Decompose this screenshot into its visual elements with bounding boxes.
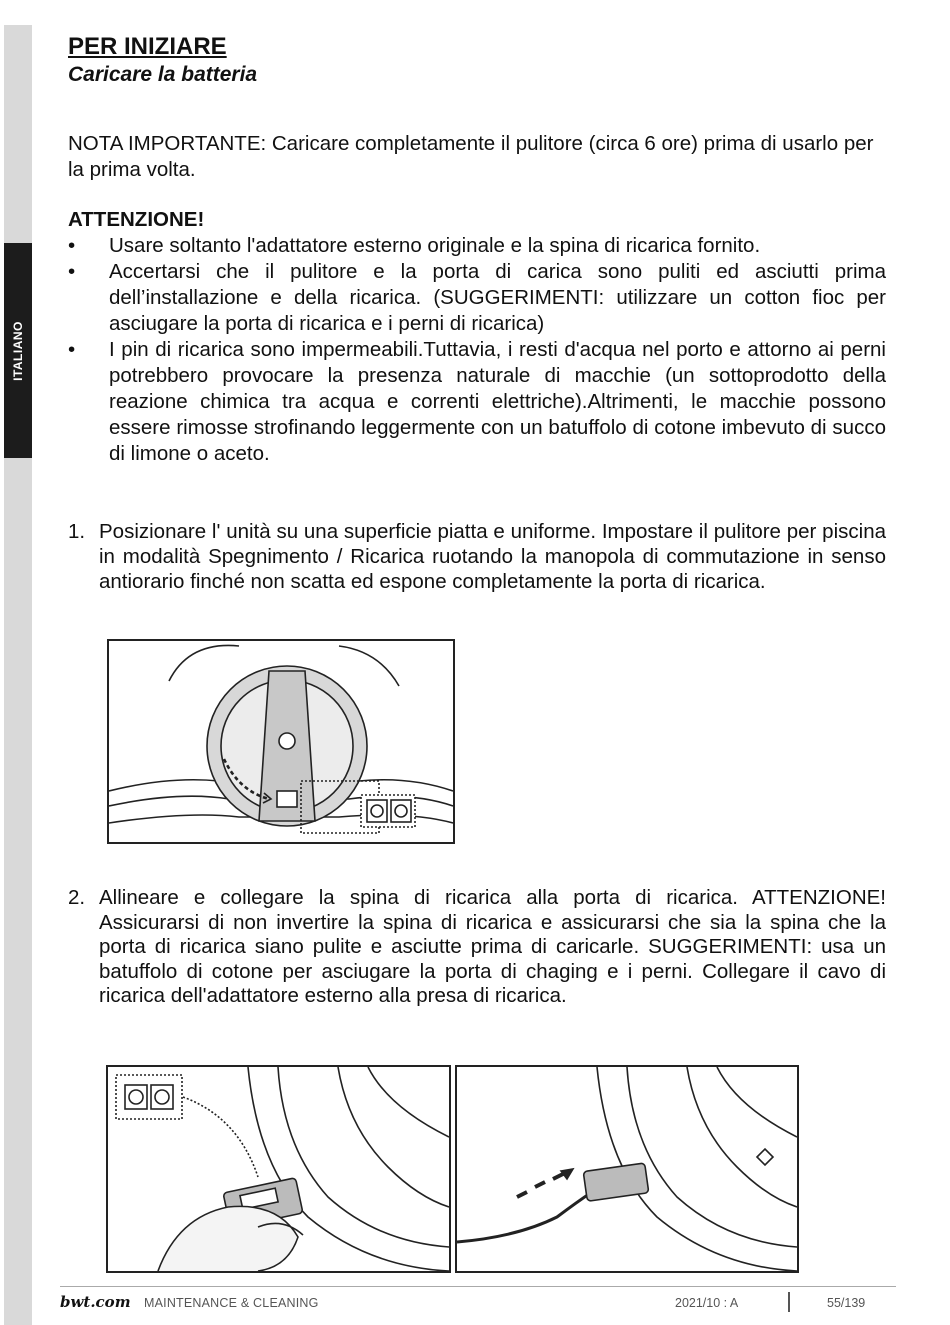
section-header [68, 33, 886, 89]
bullet-icon: • [68, 338, 76, 361]
warning-heading: ATTENZIONE! [68, 208, 205, 231]
page-title: PER INIZIARE [68, 33, 227, 60]
footer-section: MAINTENANCE & CLEANING [144, 1296, 319, 1310]
plug-alignment-illustration [108, 1067, 449, 1271]
step-text: Posizionare l' unità su una superficie piatta e uniforme. Impostare il pulitore per piscina in modalità Spegnimento / Ricarica ruotando la manopola di commutazione in senso antiorario finché non scatta ed espone completamente la porta di ricarica. [99, 520, 886, 593]
warning-item-text: I pin di ricarica sono impermeabili.Tuttavia, i resti d'acqua nel porto e attorno ai perni potrebbero provocare la presenza naturale di macchie (un sottoprodotto della reazione chimica tra acqua e correnti elettriche).Altrimenti, le macchie possono essere rimosse strofinando leggermente con un batuffolo di cotone imbevuto di succo di limone o aceto. [109, 338, 886, 465]
warning-item [68, 233, 886, 259]
plug-connected-illustration [457, 1067, 797, 1271]
warning-item [68, 259, 886, 337]
brand-logo: bwt.com [60, 1293, 131, 1311]
page-subtitle: Caricare la batteria [68, 63, 258, 86]
bullet-icon: • [68, 260, 76, 283]
step-1 [68, 519, 886, 594]
step-number: 2. [68, 886, 86, 909]
warning-block [68, 207, 886, 467]
warning-item [68, 337, 886, 467]
footer-divider [788, 1292, 790, 1312]
language-tab [4, 243, 32, 458]
page-footer [60, 1286, 896, 1317]
figure-plug-connected [455, 1065, 799, 1273]
footer-version: 2021/10 : A [675, 1296, 739, 1310]
bullet-icon: • [68, 234, 76, 257]
cleaner-top-illustration [109, 641, 453, 842]
figure-plug-alignment [106, 1065, 451, 1273]
side-margin-bar [4, 25, 32, 1325]
warning-item-text: Usare soltanto l'adattatore esterno originale e la spina di ricarica fornito. [109, 234, 761, 257]
step-text: Allineare e collegare la spina di ricarica alla porta di ricarica. ATTENZIONE! Assicurarsi di non invertire la spina di ricarica e assicurarsi che sia la spina che la porta di ricarica siano pulite e asciutte prima di caricarle. SUGGERIMENTI: usa un batuffolo di cotone per asciugare la porta di chaging e i perni. Collegare il cavo di ricarica dell'adattatore esterno alla presa di ricarica. [99, 886, 886, 1007]
warning-list [68, 233, 886, 467]
warning-item-text: Accertarsi che il pulitore e la porta di carica sono puliti ed asciutti prima dell’installazione e della ricarica. (SUGGERIMENTI: utilizzare un cotton fioc per asciugare la porta di ricarica e i perni di ricarica) [109, 260, 886, 335]
note-text: NOTA IMPORTANTE: Caricare completamente il pulitore (circa 6 ore) prima di usarlo per la prima volta. [68, 132, 874, 181]
figure-charging-port-knob [107, 639, 455, 844]
step-number: 1. [68, 520, 86, 543]
language-tab-label: ITALIANO [11, 320, 25, 381]
step-2 [68, 886, 886, 1009]
important-note [68, 131, 886, 183]
page-number: 55/139 [827, 1296, 866, 1310]
